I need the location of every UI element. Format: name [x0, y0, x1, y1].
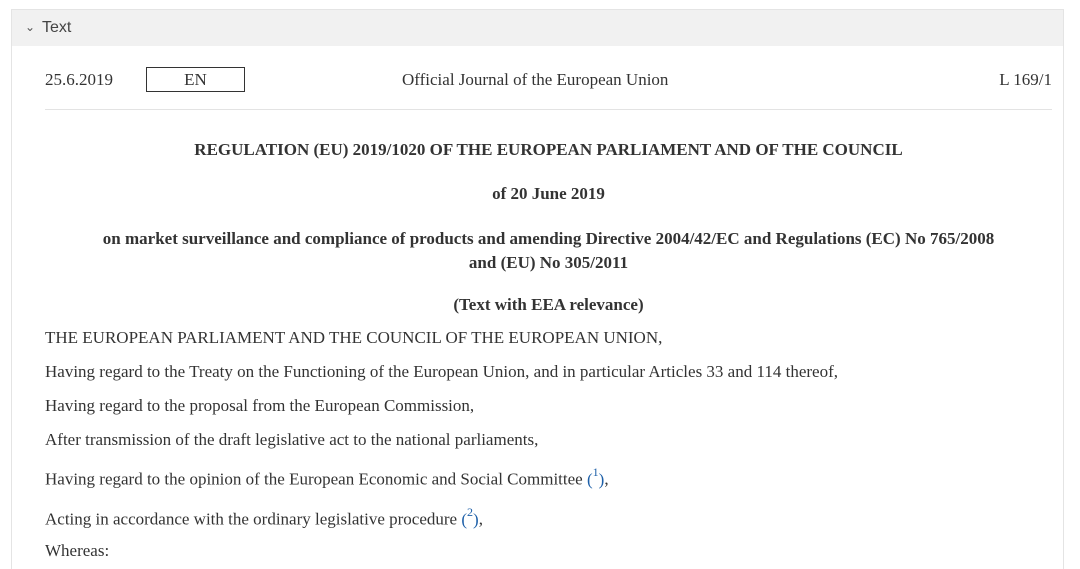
doc-header	[45, 46, 1052, 110]
panel-title: Text	[42, 19, 72, 36]
paragraph-procedure	[45, 507, 483, 530]
footnote-2-open: (	[461, 509, 468, 529]
footnote-link-1[interactable]	[586, 465, 605, 489]
paragraph-transmission: After transmission of the draft legislative act to the national parliaments,	[45, 430, 539, 449]
text-panel	[11, 9, 1064, 569]
regulation-subject-line1: on market surveillance and compliance of products and amending Directive 2004/42/EC and Regulations (EC) No 765/2008	[102, 229, 995, 248]
journal-name: Official Journal of the European Union	[402, 70, 669, 89]
document-body	[45, 46, 1052, 560]
footnote-2-close: )	[473, 509, 479, 529]
eea-relevance: (Text with EEA relevance)	[453, 295, 644, 314]
journal-reference: L 169/1	[999, 70, 1052, 89]
paragraph-enacting: THE EUROPEAN PARLIAMENT AND THE COUNCIL OF THE EUROPEAN UNION,	[45, 328, 663, 347]
regulation-title: REGULATION (EU) 2019/1020 OF THE EUROPEAN PARLIAMENT AND OF THE COUNCIL	[194, 140, 903, 159]
footnote-1-number: 1	[592, 465, 599, 479]
paragraph-treaty: Having regard to the Treaty on the Functioning of the European Union, and in particular Articles 33 and 114 thereof,	[45, 362, 838, 381]
language-code: EN	[146, 67, 245, 92]
paragraph-whereas: Whereas:	[45, 541, 110, 560]
paragraph-committee-end: ,	[604, 469, 609, 489]
paragraph-committee	[45, 467, 609, 490]
chevron-down-icon[interactable]: ⌄	[24, 20, 36, 34]
paragraph-proposal: Having regard to the proposal from the European Commission,	[45, 396, 475, 415]
regulation-date: of 20 June 2019	[492, 184, 605, 203]
publication-date: 25.6.2019	[45, 70, 113, 89]
paragraph-committee-text: Having regard to the opinion of the European Economic and Social Committee	[45, 469, 587, 489]
footnote-1-open: (	[586, 469, 593, 489]
paragraph-procedure-text: Acting in accordance with the ordinary legislative procedure	[45, 509, 462, 529]
regulation-subject	[45, 227, 1052, 275]
footnote-link-2[interactable]	[461, 505, 479, 529]
panel-header[interactable]	[12, 10, 1063, 46]
footnote-1-close: )	[598, 469, 605, 489]
paragraph-procedure-end: ,	[478, 509, 483, 529]
footnote-2-number: 2	[467, 505, 474, 519]
regulation-subject-line2: and (EU) No 305/2011	[468, 253, 629, 272]
